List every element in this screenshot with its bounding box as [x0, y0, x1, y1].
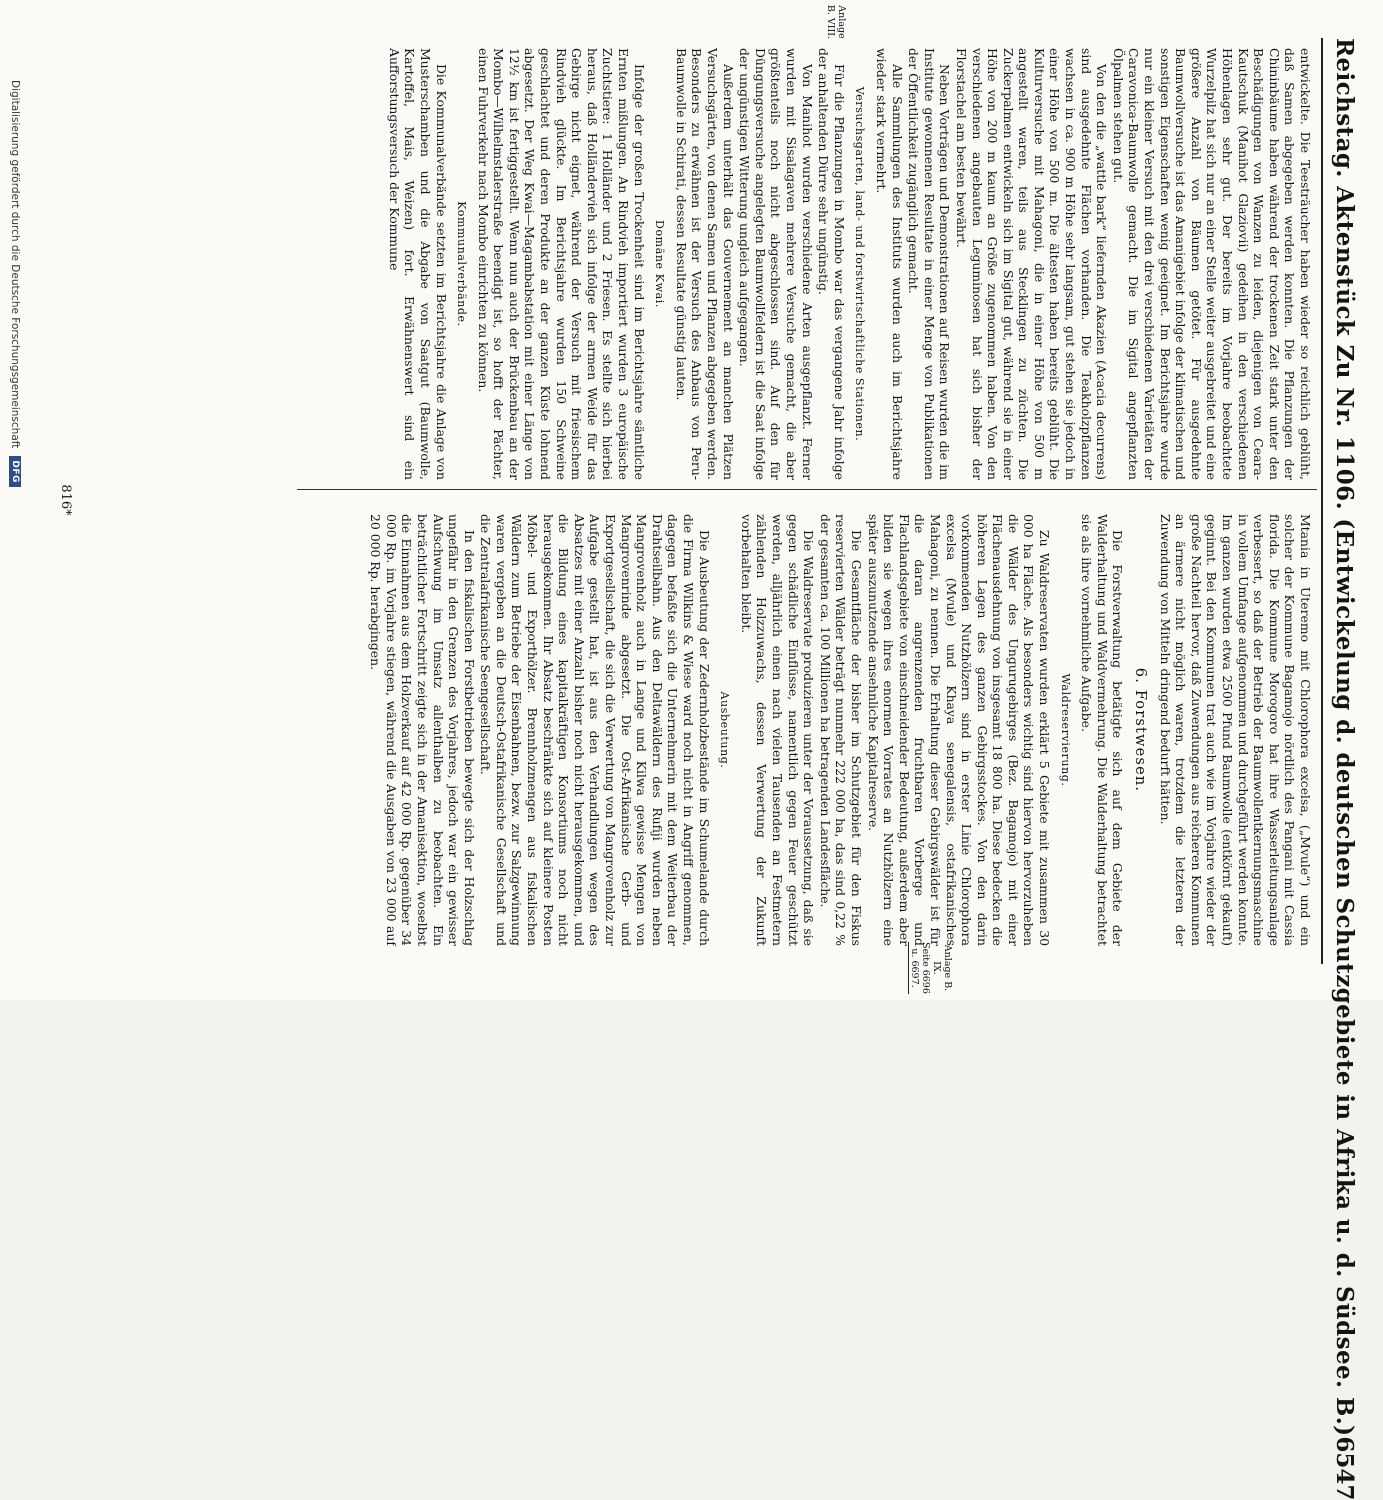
paragraph: Außerdem unterhält das Gouvernement an manchen Plätzen Versuchsgärten, von denen Samen und Pflanzen abgegeben werden. Besonders zu erwähnen ist der Versuch des Anbaus von Peru-Baumwolle in Schirati, dessen Resultate günstig lauten. — [673, 48, 736, 480]
margin-note-left — [825, 4, 847, 40]
paragraph: Zu Waldreservaten wurden erklärt 5 Gebiete mit zusammen 30 000 ha Fläche. Als besonders wichtig sind hiervon hervorzuheben die Wälder des Ungurugebirges (Bez. Bagamojo) mit einer Flächenausdehnung von insgesamt 18 800 ha. Diese bedecken die höheren Lagen des ganzen Gebirgsstockes. Von den darin vorkommenden Nutzhölzern sind in erster Linie Chlorophora excelsa (Mvule) und Khaya senegalensis, ostafrikanisches Mahagoni, zu nennen. Die Erhaltung dieser Gebirgswälder ist für die daran angrenzenden fruchtbaren Vorberge und Flachlandsgebiete von einschneidender Bedeutung, außerdem aber bilden sie wegen ihres enormen Vorrates an Nutzhölzern eine später auszunutzende ansehnliche Kapitalreserve. — [865, 514, 1053, 946]
paragraph: Die Forstverwaltung betätigte sich auf dem Gebiete der Walderhaltung und Waldvermehrung. Die Walderhaltung betrachtet sie als ihre vornehmliche Aufgabe. — [1079, 514, 1126, 946]
paragraph: Alle Sammlungen des Instituts wurden auch im Berichtsjahre wieder stark vermehrt. — [873, 48, 905, 480]
subheading-ausbeutung: Ausbeutung. — [718, 691, 732, 769]
funding-footer — [9, 80, 21, 940]
header-page-number: 6547 — [1331, 1436, 1359, 1500]
margin-note-right — [908, 942, 953, 994]
paragraph: Neben Vorträgen und Demonstrationen auf Reisen wurden die im Institute gewonnenen Resultate in einer Menge von Publikationen der Öffentlichkeit zugänglich gemacht. — [906, 48, 953, 480]
subheading-kommunalverbaende: Kommunalverbände. — [455, 201, 469, 327]
paragraph: Die Kommunalverbände setzten im Berichtsjahre die Anlage von Musterschamben und die Abgabe von Saatgut (Baumwolle, Kartoffel, Mais, Weizen) fort. Erwähnenswert sind ein Aufforstungsversuch der Kommune — [386, 48, 449, 480]
page-number-footer: 816* — [58, 484, 73, 516]
dfg-logo-icon: DFG — [9, 456, 21, 487]
paragraph: Die Gesamtfläche der bisher im Schutzgebiet für den Fiskus reservierten Wälder beträgt nunmehr 222 000 ha, das sind 0,22 % der gesamten ca. 100 Millionen ha betragenden Landesfläche. — [817, 514, 864, 946]
paragraph: Von den die „wattle bark“ liefernden Akazien (Acacia decurrens) sind ausgedehnte Flächen vorhanden. Die Teakholzpflanzen wachsen in ca. 900 m Höhe sehr langsam, gut stehen sie jedoch in einer Höhe von 500 m. Die ältesten haben bereits geblüht. Die Kulturversuche mit Mahagoni, die in einer Höhe von 500 m angestellt waren, teils aus Stecklingen zu züchten. Die Zuckerpalmen entwickeln sich im Sigital gut, während sie in einer Höhe von 200 m kaum an Größe zugenommen haben. Von den verschiedenen angebauten Leguminosen hat sich bisher der Florstachel am besten bewährt. — [953, 48, 1110, 480]
paragraph: Die Ausbeutung der Zedernholzbestände im Schumelande durch die Firma Wilkins & Wiese ward noch nicht in Angriff genommen, dagegen befaßte sich die Unternehmerin mit dem Weiterbau der Drahtseilbahn. Aus den Deltawäldern des Rufiji wurden neben Mangrovenholz auch in Lange und Kilwa gewisse Mengen von Mangrovenrinde abgesetzt. Die Ost-Afrikanische Gerb- und Exportgesellschaft, die sich die Verwertung von Mangrovenholz zur Aufgabe gestellt hat, ist aus den Verhandlungen wegen des Absatzes mit einer Anzahl bisher noch nicht herausgekommen, und die Bildung eines kapitalkräftigen Konsortiums noch nicht herausgekommen. Ihr Absatz beschränkte sich auf kleinere Posten Möbel- und Exporthölzer. Brennholzmengen aus fiskalischen Wäldern zum Betriebe der Eisenbahnen, bezw. zur Salzgewinnung waren vergeben an die Deutsch-Ostafrikanische Gesellschaft und die Zentralafrikanische Seengesellschaft. — [478, 514, 712, 946]
header-title: Reichstag. Aktenstück Zu Nr. 1106. (Entwickelung d. deutschen Schutzgebiete in Afrika u. d. Südsee. B.) — [1331, 38, 1359, 1437]
funding-text: Digitalisierung gefördert durch die Deutsche Forschungsgemeinschaft — [9, 80, 21, 449]
text-column-right — [303, 514, 1313, 946]
column-divider — [297, 489, 1317, 490]
margin-note-ref-2: u. 6697. — [908, 942, 920, 994]
page-header — [1321, 38, 1367, 1500]
subheading-versuchsgarten: Versuchsgarten, land- und forstwirtschaftliche Stationen. — [853, 86, 867, 442]
paragraph: Mtania in Uteremo mit Chlorophora excelsa, („Mvule“) und ein solcher der Kommune Bagamojo nördlich des Pangani mit Cassia florida. Die Kommune Morogoro hat ihre Wasserleitungsanlage verbessert, so daß der Betrieb der Baumwollentkernungsmaschine in vollem Umfange aufgenommen und durchgeführt werden konnte. Im ganzen wurden etwa 2500 Pfund Baumwolle (entkörnt gekauft) geginnt. Bei den Kommunen trat auch wie im Vorjahre wieder der große Nachteil hervor, daß Zuwendungen aus reicheren Kommunen an ärmere nicht möglich waren, trotzdem die letzteren der Zuwendung von Mitteln dringend bedurft hätten. — [1157, 514, 1313, 946]
margin-note-anlage-right: Anlage B. IX. — [931, 944, 953, 992]
subheading-domaene-kwai: Domäne Kwai. — [653, 220, 667, 308]
paragraph: Von Manihot wurden verschiedene Arten ausgepflanzt. Ferner wurden mit Sisalagaven mehrere Versuche gemacht, die aber größtenteils noch nicht abgeschlossen sind. Auf den für Düngungsversuche angelegten Baumwollfeldern ist die Saat infolge der ungünstigen Witterung ungleich aufgegangen. — [737, 48, 815, 480]
margin-note-ref-1: Seite 6696 — [920, 942, 931, 994]
paragraph: Infolge der großen Trockenheit sind im Berichtsjahre sämtliche Ernten mißlungen. An Rindvieh importiert wurden 3 europäische Zuchtstiere: 1 Holländer und 2 Friesen. Es stellte sich hierbei heraus, daß Holländervieh sich infolge der armen Weide für das Gebirge nicht eignet, während der Versuch mit friesischem Rindvieh glückte. Im Berichtsjahre wurden 150 Schweine geschlachtet und deren Produkte an der ganzen Küste lohnend abgesetzt. Der Weg Kwai—Magambabstation mit einer Länge von 12½ km ist fertiggestellt. Wenn nun auch der Brückenbau an der Mombo—Wilhelmstalerstraße beendigt ist, so hofft der Pächter, einen Fuhrverkehr nach Mombo einrichten zu können. — [475, 48, 647, 480]
subheading-waldreservierung: Waldreservierung. — [1058, 673, 1072, 787]
margin-note-anlage-left: Anlage B. VIII. — [825, 4, 847, 40]
paragraph: In den fiskalischen Forstbetrieben bewegte sich der Holzschlag ungefähr in den Grenzen des Vorjahres, jedoch war ein gewisser Aufschwung im Umsatz allenthalben zu beobachten. Ein beträchtlicher Fortschritt zeigte sich in der Amanisektion, woselbst die Einnahmen aus dem Holzverkauf auf 42 000 Rp. gegenüber 34 000 Rp. im Vorjahre stiegen, während die Ausgaben von 23 000 auf 20 000 Rp. herabgingen. — [368, 514, 477, 946]
text-column-left — [303, 48, 1313, 480]
paragraph: entwickelte. Die Teesträucher haben wieder so reichlich geblüht, daß Samen abgegeben werden konnten. Die Pflanzungen der Chininbäume haben während der trockenen Zeit stark unter den Beschädigungen von Wanzen zu leiden, diejenigen von Ceara-Kautschuk (Manihot Glaziovii) gedeihen in den verschiedenen Höhenlagen sehr gut. Der bereits im Vorjahre beobachtete Wurzelpilz hat sich nur an einer Stelle weiter ausgebreitet und eine größere Anzahl von Bäumen getötet. Für ausgedehnte Baumwollversuche ist das Amanigebiet infolge der klimatischen und sonstigen Eigenschaften wenig geeignet. Im Berichtsjahre wurde nur ein kleiner Versuch mit den drei verschiedenen Varietäten der Caravonica-Baumwolle gemacht. Die im Sigital angepflanzten Ölpalmen stehen gut. — [1110, 48, 1313, 480]
section-heading-forstwesen: 6. Forstwesen. — [1132, 667, 1149, 793]
paragraph: Für die Pflanzungen in Mombo war das vergangene Jahr infolge der anhaltenden Dürre sehr ungünstig. — [816, 48, 847, 480]
paragraph: Die Waldreservate produzieren unter der Voraussetzung, daß sie gegen schädliche Einflüsse, namentlich gegen Feuer geschützt werden, alljährlich einen nach vielen Tausenden an Festmetern zählenden Holzzuwachs, dessen Verwertung der Zukunft vorbehalten bleibt. — [738, 514, 817, 946]
